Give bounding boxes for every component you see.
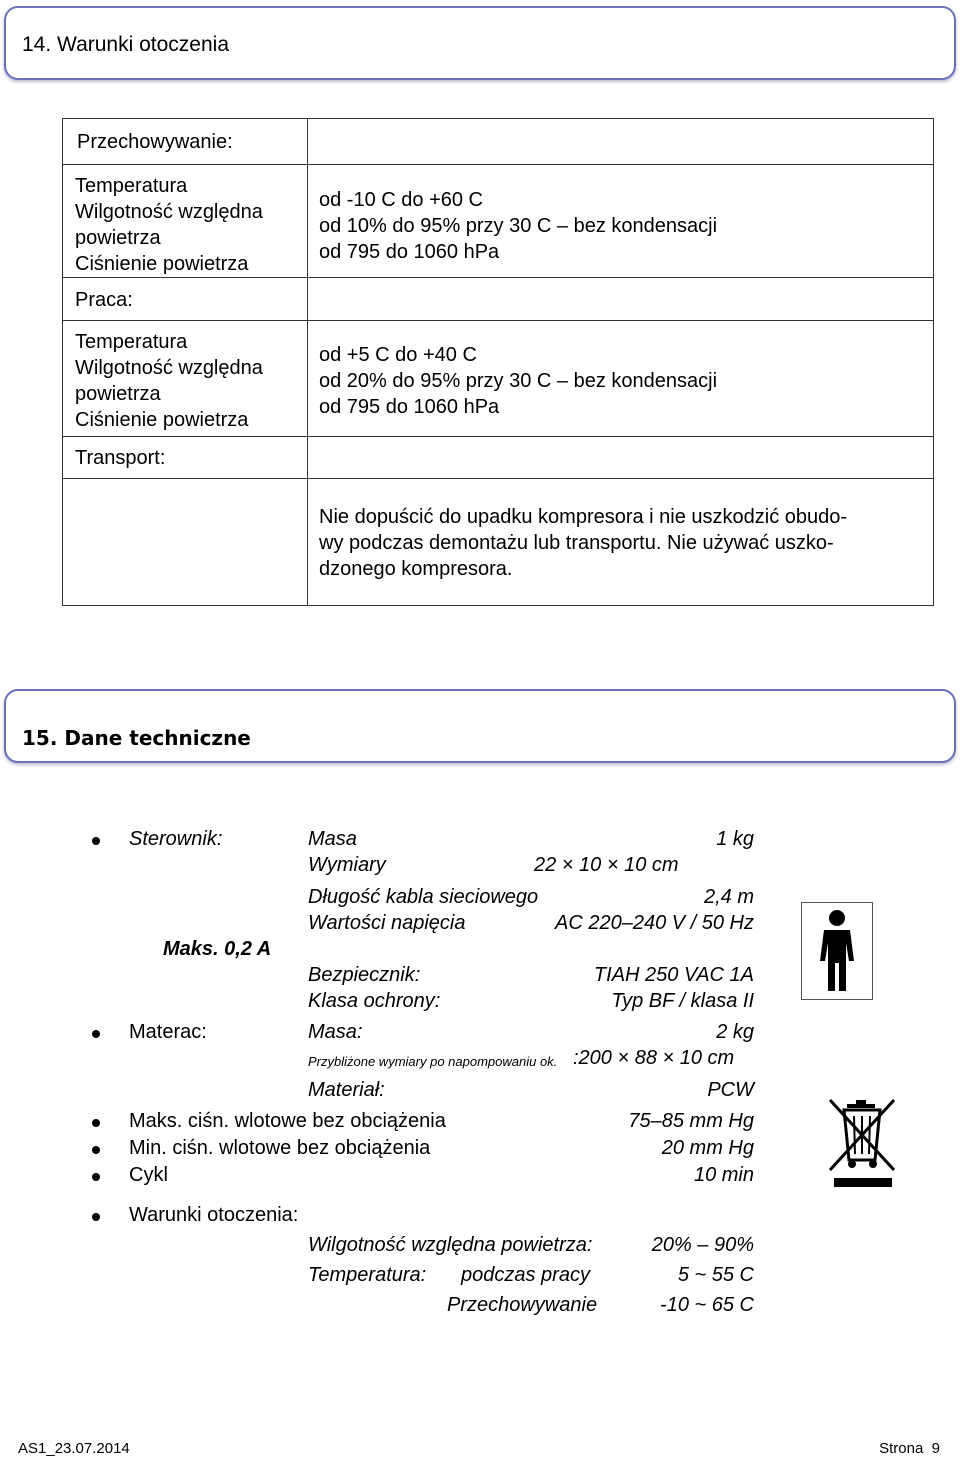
mattress-dims-value: :200 × 88 × 10 cm [573, 1047, 735, 1069]
storage-heading-cell [63, 119, 308, 165]
operation-label-pressure: Ciśnienie powietrza [75, 409, 249, 431]
transport-text-cell [308, 479, 934, 606]
mattress-dims-label: Przybliżone wymiary po napompowaniu ok. [308, 1054, 558, 1069]
bullet-icon [92, 1173, 100, 1181]
bullet-icon [92, 837, 100, 845]
footer-page-number: Strona 9 [879, 1440, 940, 1457]
mattress-mass-label: Masa: [308, 1021, 363, 1043]
storage-value-humidity: od 10% do 95% przy 30 C – bez kondensacji [319, 215, 718, 237]
bullet-icon [92, 1146, 100, 1154]
temp-op-label: podczas pracy [461, 1264, 590, 1286]
section-14-title: 14. Warunki otoczenia [22, 33, 229, 56]
storage-label-humidity: Wilgotność względna [75, 201, 263, 223]
cycle-label: Cykl [129, 1164, 168, 1186]
controller-cable-label: Długość kabla sieciowego [308, 886, 539, 908]
storage-labels-cell [63, 165, 308, 278]
controller-fuse-label: Bezpiecznik: [308, 964, 421, 986]
operation-value-pressure: od 795 do 1060 hPa [319, 396, 500, 418]
controller-cable-value: 2,4 m [703, 886, 754, 908]
storage-temp-value: -10 ~ 65 C [660, 1294, 754, 1316]
transport-text-line-2: wy podczas demontażu lub transportu. Nie używać uszko- [319, 532, 834, 554]
environment-table [62, 118, 934, 606]
cycle-value: 10 min [693, 1164, 754, 1186]
controller-class-value: Typ BF / klasa II [611, 990, 754, 1012]
footer-doc-id: AS1_23.07.2014 [18, 1440, 130, 1457]
controller-fuse-value: TIAH 250 VAC 1A [593, 964, 754, 986]
storage-value-temp: od -10 C do +60 C [319, 189, 483, 211]
storage-heading: Przechowywanie: [77, 131, 233, 153]
controller-dims-label: Wymiary [308, 854, 386, 876]
operation-values-cell [308, 321, 934, 437]
section-14-header [4, 6, 956, 80]
transport-heading: Transport: [75, 447, 166, 469]
humidity-value: 20% – 90% [651, 1234, 754, 1256]
temp-label: Temperatura: [308, 1264, 427, 1286]
max-pressure-value: 75–85 mm Hg [628, 1110, 754, 1132]
humidity-label: Wilgotność względna powietrza: [308, 1234, 593, 1256]
min-pressure-value: 20 mm Hg [661, 1137, 754, 1159]
max-pressure-label: Maks. ciśn. wlotowe bez obciążenia [129, 1110, 446, 1132]
env-label: Warunki otoczenia: [129, 1204, 299, 1226]
operation-value-humidity: od 20% do 95% przy 30 C – bez kondensacji [319, 370, 718, 392]
controller-mass-value: 1 kg [716, 828, 754, 850]
storage-label-temp: Temperatura [75, 175, 188, 197]
mattress-material-value: PCW [707, 1079, 754, 1101]
controller-class-label: Klasa ochrony: [308, 990, 441, 1012]
mattress-mass-value: 2 kg [716, 1021, 754, 1043]
transport-heading-cell [63, 437, 308, 479]
operation-value-temp: od +5 C do +40 C [319, 344, 477, 366]
storage-label-pressure: Ciśnienie powietrza [75, 253, 249, 275]
operation-label-humidity: Wilgotność względna [75, 357, 263, 379]
bullet-icon [92, 1119, 100, 1127]
operation-heading: Praca: [75, 289, 133, 311]
mattress-label: Materac: [129, 1021, 207, 1043]
min-pressure-label: Min. ciśn. wlotowe bez obciążenia [129, 1137, 431, 1159]
controller-mass-label: Masa [308, 828, 357, 850]
temp-op-value: 5 ~ 55 C [677, 1264, 754, 1286]
section-15-header [4, 689, 956, 763]
controller-max-current: Maks. 0,2 A [163, 938, 272, 960]
controller-voltage-label: Wartości napięcia [308, 912, 466, 934]
storage-label-humidity-2: powietrza [75, 227, 161, 249]
controller-label: Sterownik: [129, 828, 223, 850]
storage-value-pressure: od 795 do 1060 hPa [319, 241, 500, 263]
bullet-icon [92, 1213, 100, 1221]
operation-label-temp: Temperatura [75, 331, 188, 353]
operation-label-humidity-2: powietrza [75, 383, 161, 405]
controller-voltage-value: AC 220–240 V / 50 Hz [554, 912, 754, 934]
controller-dims-value: 22 × 10 × 10 cm [534, 854, 679, 876]
weee-crossed-bin-icon [824, 1096, 900, 1188]
transport-text-line-1: Nie dopuścić do upadku kompresora i nie uszkodzić obudo- [319, 506, 848, 528]
mattress-material-label: Materiał: [308, 1079, 385, 1101]
type-bf-person-icon [801, 902, 873, 1000]
storage-temp-label: Przechowywanie [447, 1294, 598, 1316]
operation-heading-cell [63, 278, 308, 321]
operation-labels-cell [63, 321, 308, 437]
storage-values-cell [308, 165, 934, 278]
bullet-icon [92, 1030, 100, 1038]
section-15-title: 15. Dane techniczne [22, 726, 251, 750]
transport-text-line-3: dzonego kompresora. [319, 558, 513, 580]
